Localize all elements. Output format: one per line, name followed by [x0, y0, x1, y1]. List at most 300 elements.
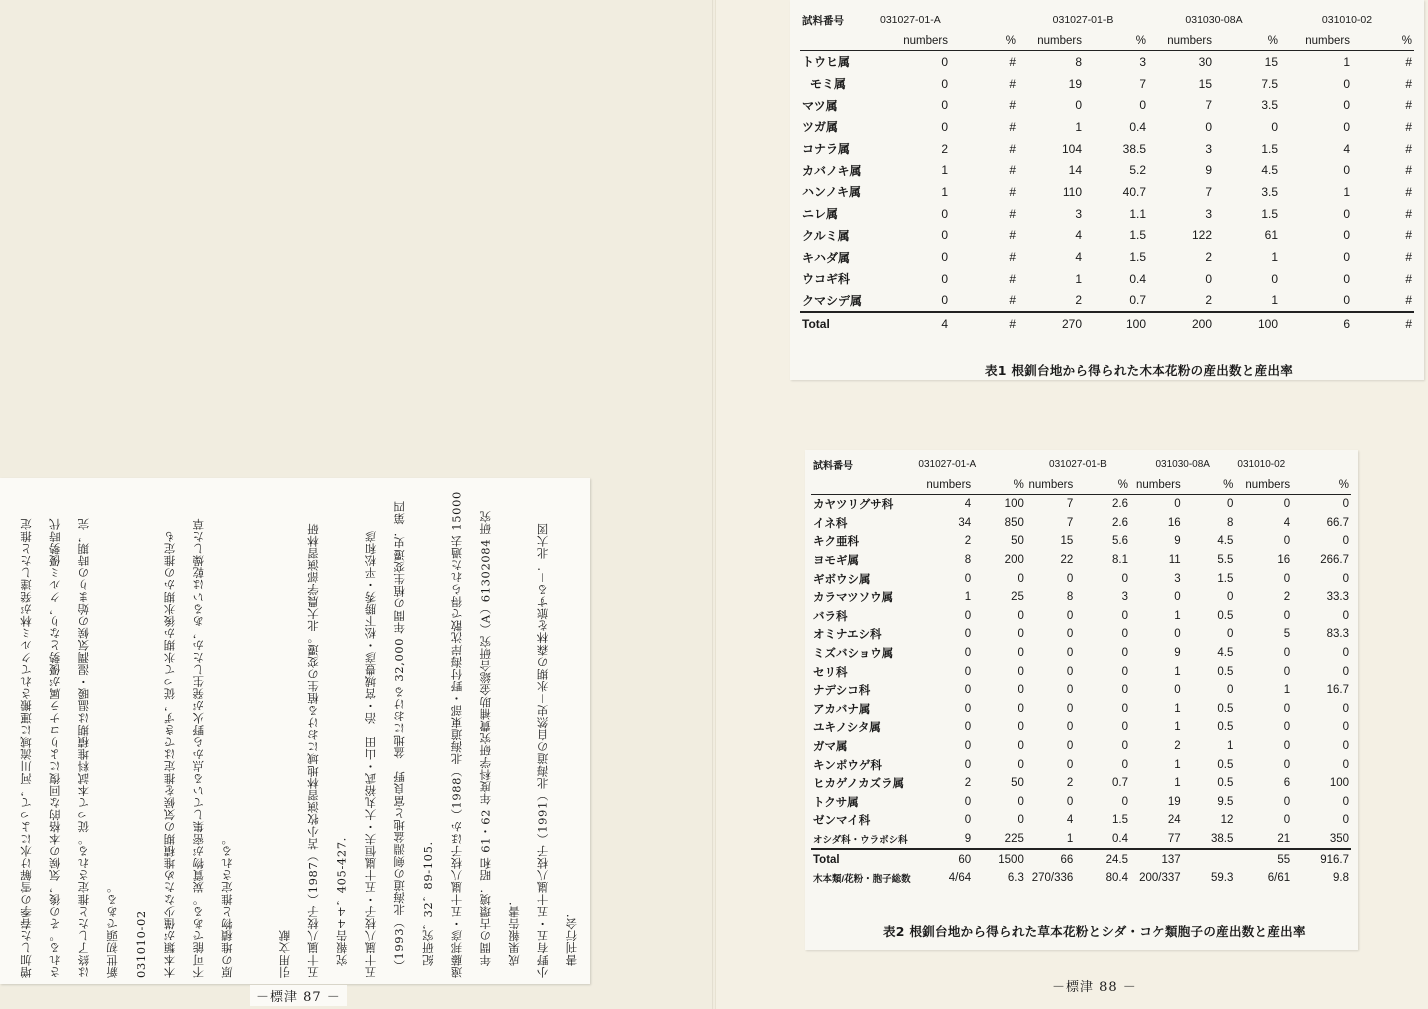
cell-value: 0 [1066, 628, 1074, 641]
cell-value: 137 [1161, 853, 1181, 866]
cell-value: 350 [1292, 830, 1351, 850]
text-line: 引用文献 [277, 929, 292, 978]
cell-value: 0.5 [1217, 721, 1234, 734]
sample-id: 031027-01-A [880, 14, 941, 26]
sample-id: 031027-01-A [918, 458, 977, 470]
cell-value: 7 [1205, 184, 1212, 199]
row-label: セリ科 [813, 666, 848, 679]
cell-value: 5.2 [1129, 163, 1146, 178]
cell-value: 0 [1342, 609, 1349, 622]
table-row [811, 607, 1351, 626]
cell-value: 24 [1167, 814, 1181, 827]
table-row [811, 644, 1351, 663]
row-label: ツガ属 [802, 120, 839, 135]
table1-sheet [790, 0, 1424, 380]
row-label: トクサ属 [813, 796, 859, 809]
row-label: ゼンマイ科 [813, 815, 871, 828]
cell-value: 104 [1061, 141, 1082, 156]
cell-value: 0 [1066, 758, 1074, 771]
cell-value: 1 [1174, 721, 1181, 734]
cell-value: 0 [1017, 665, 1024, 678]
cell-value: 0 [1121, 795, 1128, 808]
page-number-left: －標津 87 － [250, 985, 347, 1006]
cell-value: # [1405, 184, 1412, 199]
cell-value: # [1405, 163, 1412, 178]
text-sheet [0, 478, 590, 984]
cell-value: 4 [941, 317, 948, 332]
cell-value: 0 [964, 647, 972, 660]
cell-value: 0 [1342, 665, 1349, 678]
cell-value: 59.3 [1211, 872, 1234, 885]
cell-value: 8 [1018, 51, 1084, 73]
table2-title: 試料番号 [813, 460, 853, 472]
text-line: 年間の古環境．昭和 61・62 年度科学研究費補助金総合研究（A）61302084 研究 [478, 510, 493, 978]
cell-value: 1 [1174, 665, 1181, 678]
cell-value: 50 [1011, 535, 1024, 548]
text-line: 不可能である。炭質物が密集している点から野火が発生したか，あるいは乾燥した草 [191, 518, 206, 978]
cell-value: # [1405, 98, 1412, 113]
cell-value: 24.5 [1105, 853, 1128, 866]
table-row [811, 737, 1351, 756]
cell-value: 0 [878, 51, 950, 73]
table-row [811, 681, 1351, 700]
sample-id: 031027-01-B [1049, 458, 1107, 470]
cell-value: 0 [1342, 814, 1349, 827]
cell-value: 4 [1075, 228, 1082, 243]
cell-value: 1.5 [1129, 250, 1146, 265]
cell-value: 100 [973, 495, 1026, 514]
cell-value: 15 [1198, 76, 1212, 91]
row-label: キク亜科 [813, 536, 859, 549]
cell-value: 0 [1130, 495, 1183, 514]
cell-value: 0 [1139, 98, 1146, 113]
cell-value: 1 [1174, 609, 1181, 622]
cell-value: 0 [1343, 119, 1350, 134]
cell-value: 0 [1342, 702, 1349, 715]
row-label: クマシデ属 [800, 290, 878, 313]
cell-value: 0 [1342, 795, 1349, 808]
cell-value: # [1405, 76, 1412, 91]
cell-value: 3 [1084, 51, 1148, 73]
cell-value: 6/61 [1267, 872, 1291, 885]
cell-value: 0 [941, 76, 948, 91]
cell-value: 40.7 [1122, 184, 1146, 199]
cell-value: 0 [964, 684, 972, 697]
text-line: 木本類が僅少なため堆積期の気候を推定はできず，従って氷期か後氷期かの推定も [162, 530, 177, 978]
cell-value: 4 [916, 495, 973, 514]
cell-value: # [1009, 206, 1016, 221]
cell-value: 83.3 [1326, 628, 1349, 641]
text-line: 五十嵐八枝子・五十嵐恒夫・大丸裕武・山田 治・宮城豊彦・松下勝秀・平松和彦 [363, 530, 378, 978]
table-row [800, 203, 1414, 225]
cell-value: 0 [1121, 609, 1128, 622]
text-line: 五十嵐八枝子（1987）苫小牧演習林地域における植生の変遷。北大農学部演習林研 [306, 522, 321, 978]
cell-value: 0 [1017, 628, 1024, 641]
cell-value: 0 [964, 758, 972, 771]
cell-value: 0.5 [1217, 777, 1234, 790]
cell-value: # [1352, 51, 1414, 73]
cell-value: 0 [1283, 758, 1291, 771]
cell-value: 0 [1283, 665, 1291, 678]
row-label: カヤツリグサ科 [811, 495, 916, 514]
cell-value: # [1009, 228, 1016, 243]
col-numbers: numbers [1037, 35, 1082, 47]
cell-value: 0 [964, 721, 972, 734]
cell-value: 25 [1011, 591, 1024, 604]
cell-value: 0 [941, 271, 948, 286]
cell-value: 6 [1343, 317, 1350, 332]
cell-value: 5.5 [1217, 554, 1234, 567]
cell-value: 1 [1214, 290, 1280, 313]
text-line: 小野有五・五十嵐八枝子（1991）北海道の自然史－氷期の森林を旅する－．北大図 [535, 522, 550, 978]
cell-value: 5.6 [1112, 535, 1128, 548]
text-line: 原の堆積物と推定される。 [219, 832, 234, 978]
text-line: 成果報告書． [506, 893, 521, 978]
cell-value: 0 [1283, 795, 1291, 808]
text-line [242, 488, 271, 978]
cell-value: 0 [1227, 684, 1234, 697]
cell-value: 2.6 [1075, 495, 1130, 514]
cell-value: 80.4 [1105, 872, 1128, 885]
cell-value: 110 [1062, 184, 1082, 199]
row-label: ギボウシ属 [813, 573, 871, 586]
col-pct: % [1338, 479, 1349, 491]
cell-value: 16 [1277, 554, 1291, 567]
cell-value: 9.5 [1217, 795, 1234, 808]
cell-value: # [1405, 141, 1412, 156]
cell-value: 4.5 [1217, 647, 1234, 660]
cell-value: 9 [1205, 163, 1212, 178]
cell-value: 0 [1271, 119, 1278, 134]
cell-value: 19 [1167, 795, 1181, 808]
cell-value: 270/336 [1031, 872, 1074, 885]
cell-value: 0 [1017, 758, 1024, 771]
cell-value: 0.7 [1112, 777, 1128, 790]
text-line: 遠藤邦彦・五十嵐八枝子ほか（1988）北海道東部・野付海岸沈散で得られた過去 15000 [449, 491, 464, 978]
cell-value: # [1405, 271, 1412, 286]
sample-id: 031010-02 [1321, 14, 1373, 26]
cell-value: 1.1 [1129, 206, 1146, 221]
row-label: ハンノキ属 [802, 185, 862, 200]
cell-value: 3.5 [1261, 184, 1278, 199]
row-label: バラ科 [813, 610, 848, 623]
cell-value: 0 [1292, 495, 1351, 514]
sample-id: 031010-02 [1237, 458, 1286, 470]
row-label: ミズバショウ属 [813, 648, 894, 661]
cell-value: 61 [1264, 228, 1278, 243]
cell-value: 0 [1283, 740, 1291, 753]
cell-value: 270 [1061, 317, 1082, 332]
cell-value: 15 [1060, 535, 1074, 548]
col-numbers: numbers [1028, 479, 1074, 491]
book-fold [712, 0, 716, 1009]
cell-value: 0 [941, 206, 948, 221]
col-numbers: numbers [926, 479, 972, 491]
cell-value: 0 [1205, 271, 1212, 286]
row-label: 木本類/花粉・胞子総数 [813, 874, 911, 886]
cell-value: 0 [1343, 228, 1350, 243]
vertical-text-block [12, 488, 582, 978]
cell-value: 0 [1343, 76, 1350, 91]
cell-value: 1.5 [1217, 572, 1234, 585]
cell-value: 100 [1329, 777, 1349, 790]
cell-value: 0 [1066, 647, 1074, 660]
cell-value: 1 [1343, 184, 1350, 199]
row-label: オシダ科・ウラボシ科 [811, 830, 916, 850]
cell-value [1183, 849, 1236, 869]
cell-value: 1 [1271, 250, 1278, 265]
cell-value: 0 [1343, 271, 1350, 286]
cell-value: 0 [878, 290, 950, 313]
cell-value: 0 [1174, 591, 1181, 604]
cell-value: 8 [1066, 591, 1074, 604]
cell-value: 0 [1066, 572, 1074, 585]
cell-value: 38.5 [1183, 830, 1236, 850]
cell-value: 0 [1343, 98, 1350, 113]
cell-value: 0 [1066, 609, 1074, 622]
row-label: クルミ属 [802, 228, 850, 243]
table-row [811, 718, 1351, 737]
cell-value: 2 [941, 141, 948, 156]
cell-value: 200 [1191, 317, 1212, 332]
cell-value: 16 [1167, 516, 1181, 529]
cell-value: 0 [1343, 250, 1350, 265]
cell-value: # [950, 51, 1018, 73]
cell-value: 0 [1066, 740, 1074, 753]
cell-value: 0 [1283, 721, 1291, 734]
text-line: される。その後，気候の本格的な回復によりコナラ属が優勢となり，クルミ優勢時代 [47, 518, 62, 978]
cell-value: 850 [1004, 516, 1024, 529]
row-label: カラマツソウ属 [813, 592, 894, 605]
cell-value: 0 [1066, 721, 1074, 734]
table-row [811, 774, 1351, 793]
cell-value: 0 [1121, 647, 1128, 660]
table-row [800, 116, 1414, 138]
table-row [811, 532, 1351, 551]
text-line: 新世初頭である。 [105, 881, 120, 978]
col-numbers: numbers [1305, 35, 1350, 47]
table-row [811, 793, 1351, 812]
cell-value: 1.5 [1261, 141, 1278, 156]
cell-value: # [1352, 290, 1414, 313]
table-row [800, 159, 1414, 181]
row-label: ウコギ科 [802, 272, 851, 287]
row-label: Total [813, 853, 840, 866]
cell-value: 0 [1121, 628, 1128, 641]
sample-id: 031027-01-B [1052, 14, 1114, 26]
col-numbers: numbers [1135, 479, 1181, 491]
cell-value: # [1009, 317, 1016, 332]
cell-value: 0 [964, 702, 972, 715]
cell-value: 0 [1017, 609, 1024, 622]
cell-value: 0 [1283, 572, 1291, 585]
row-label: Total [802, 317, 830, 332]
cell-value: 77 [1130, 830, 1183, 850]
cell-value: 6.3 [1007, 872, 1024, 885]
cell-value: 3.5 [1261, 98, 1278, 113]
table-row [811, 700, 1351, 719]
cell-value: 0.4 [1075, 830, 1130, 850]
text-line: 究報告４４，405-427. [334, 837, 349, 978]
cell-value: 1 [1280, 51, 1352, 73]
col-numbers: numbers [1245, 479, 1291, 491]
cell-value: 34 [958, 516, 972, 529]
cell-value: 2 [1018, 290, 1084, 313]
table2-sheet [805, 450, 1358, 950]
row-label: カバノキ属 [802, 163, 862, 178]
cell-value: 0 [1121, 740, 1128, 753]
cell-value: 0 [1121, 684, 1128, 697]
cell-value: 0 [1121, 702, 1128, 715]
cell-value: # [1009, 76, 1016, 91]
sample-id: 031030-08A [1185, 14, 1243, 26]
ratio-row [811, 869, 1351, 888]
cell-value: 2 [1066, 777, 1074, 790]
cell-value: 100 [1257, 317, 1278, 332]
table-row [811, 830, 1351, 850]
cell-value: 33.3 [1326, 591, 1349, 604]
cell-value: 1 [941, 163, 948, 178]
cell-value: 0 [1283, 535, 1291, 548]
cell-value: 0 [1174, 684, 1181, 697]
cell-value: 0 [964, 665, 972, 678]
cell-value: 9 [1174, 535, 1181, 548]
row-label: ナデシコ科 [813, 685, 871, 698]
cell-value: 1.5 [1112, 814, 1128, 827]
cell-value: 6 [1283, 777, 1291, 790]
cell-value: 0 [1017, 647, 1024, 660]
cell-value: 2 [1205, 250, 1212, 265]
cell-value: 0 [964, 740, 972, 753]
col-pct: % [1135, 35, 1146, 47]
cell-value: 0 [941, 250, 948, 265]
cell-value: 0 [1066, 665, 1074, 678]
cell-value: 100 [1125, 317, 1146, 332]
table1-title: 試料番号 [802, 14, 844, 27]
cell-value: 2 [1283, 591, 1291, 604]
cell-value: 9 [916, 830, 973, 850]
cell-value: 0.4 [1129, 119, 1146, 134]
cell-value: 7.5 [1261, 76, 1278, 91]
col-pct: % [1117, 479, 1128, 491]
cell-value: # [1405, 317, 1412, 332]
cell-value: 60 [958, 853, 972, 866]
row-label: イネ科 [813, 517, 848, 530]
cell-value: # [1009, 163, 1016, 178]
cell-value: # [1009, 184, 1016, 199]
table-row [811, 755, 1351, 774]
table-row [811, 514, 1351, 533]
cell-value: # [1405, 206, 1412, 221]
cell-value: 1 [941, 184, 948, 199]
cell-value: 0 [1017, 814, 1024, 827]
cell-value: # [1405, 250, 1412, 265]
cell-value: 4 [1283, 516, 1291, 529]
cell-value: 0 [1183, 495, 1236, 514]
row-label: モミ属 [810, 77, 847, 92]
cell-value: 0 [941, 119, 948, 134]
cell-value: # [1009, 141, 1016, 156]
cell-value: 0 [1343, 163, 1350, 178]
table-row [800, 73, 1414, 95]
cell-value: 1 [1174, 702, 1181, 715]
cell-value: 66 [1060, 853, 1074, 866]
cell-value: 19 [1068, 76, 1082, 91]
cell-value: 2.6 [1112, 516, 1128, 529]
cell-value: 1 [1174, 758, 1181, 771]
cell-value: 0 [1017, 740, 1024, 753]
text-line: 増加した春季の雪解け水によって，河川流域に運搬されてクルミ林が発達したと推定 [19, 518, 33, 978]
sample-id: 031030-08A [1155, 458, 1210, 470]
cell-value: 4 [1075, 250, 1082, 265]
cell-value: 9.8 [1333, 872, 1349, 885]
cell-value: 0 [1121, 758, 1128, 771]
text-line: 031010-02 [133, 910, 148, 978]
cell-value: 7 [1139, 76, 1146, 91]
cell-value: 16.7 [1326, 684, 1349, 697]
cell-value: 200/337 [1139, 872, 1181, 885]
cell-value: 0.7 [1084, 290, 1148, 313]
cell-value: 50 [1011, 777, 1024, 790]
cell-value: 1 [1174, 777, 1181, 790]
cell-value: 8.1 [1112, 554, 1128, 567]
cell-value: 21 [1235, 830, 1292, 850]
table-row [800, 181, 1414, 203]
cell-value: # [1009, 250, 1016, 265]
table-row [800, 51, 1414, 73]
cell-value: 22 [1060, 554, 1074, 567]
cell-value: 3 [1205, 141, 1212, 156]
cell-value: 0 [941, 228, 948, 243]
cell-value: # [1405, 228, 1412, 243]
cell-value: 122 [1191, 228, 1212, 243]
cell-value: 0.5 [1217, 758, 1234, 771]
cell-value: 0 [1342, 721, 1349, 734]
cell-value: 4.5 [1217, 535, 1234, 548]
table-row [811, 495, 1351, 514]
cell-value: 1.5 [1129, 228, 1146, 243]
cell-value: 4 [1343, 141, 1350, 156]
row-label: ヨモギ属 [813, 555, 859, 568]
table-row [811, 811, 1351, 830]
cell-value: 0 [964, 628, 972, 641]
cell-value: 0 [964, 609, 972, 622]
col-pct: % [1005, 35, 1016, 47]
row-label: ユキノシタ属 [813, 722, 881, 735]
total-row [800, 312, 1414, 335]
text-line: 紀研究，32，89-105. [420, 841, 435, 978]
cell-value: 7 [1205, 98, 1212, 113]
cell-value: 0 [1017, 572, 1024, 585]
cell-value: 0 [1227, 591, 1234, 604]
col-pct: % [1223, 479, 1234, 491]
cell-value: 1 [1075, 119, 1082, 134]
cell-value: 5 [1283, 628, 1291, 641]
cell-value: 1 [1075, 271, 1082, 286]
cell-value: 0 [1121, 721, 1128, 734]
row-label: キハダ属 [802, 250, 851, 265]
table-row [811, 625, 1351, 644]
cell-value: 2 [1148, 290, 1214, 313]
col-numbers: numbers [903, 35, 948, 47]
cell-value: 0 [1343, 206, 1350, 221]
cell-value: 0 [1342, 647, 1349, 660]
cell-value: 0 [1174, 628, 1181, 641]
cell-value: 0 [1283, 702, 1291, 715]
cell-value: 2 [1174, 740, 1181, 753]
cell-value: 0 [1280, 290, 1352, 313]
table-row [811, 588, 1351, 607]
